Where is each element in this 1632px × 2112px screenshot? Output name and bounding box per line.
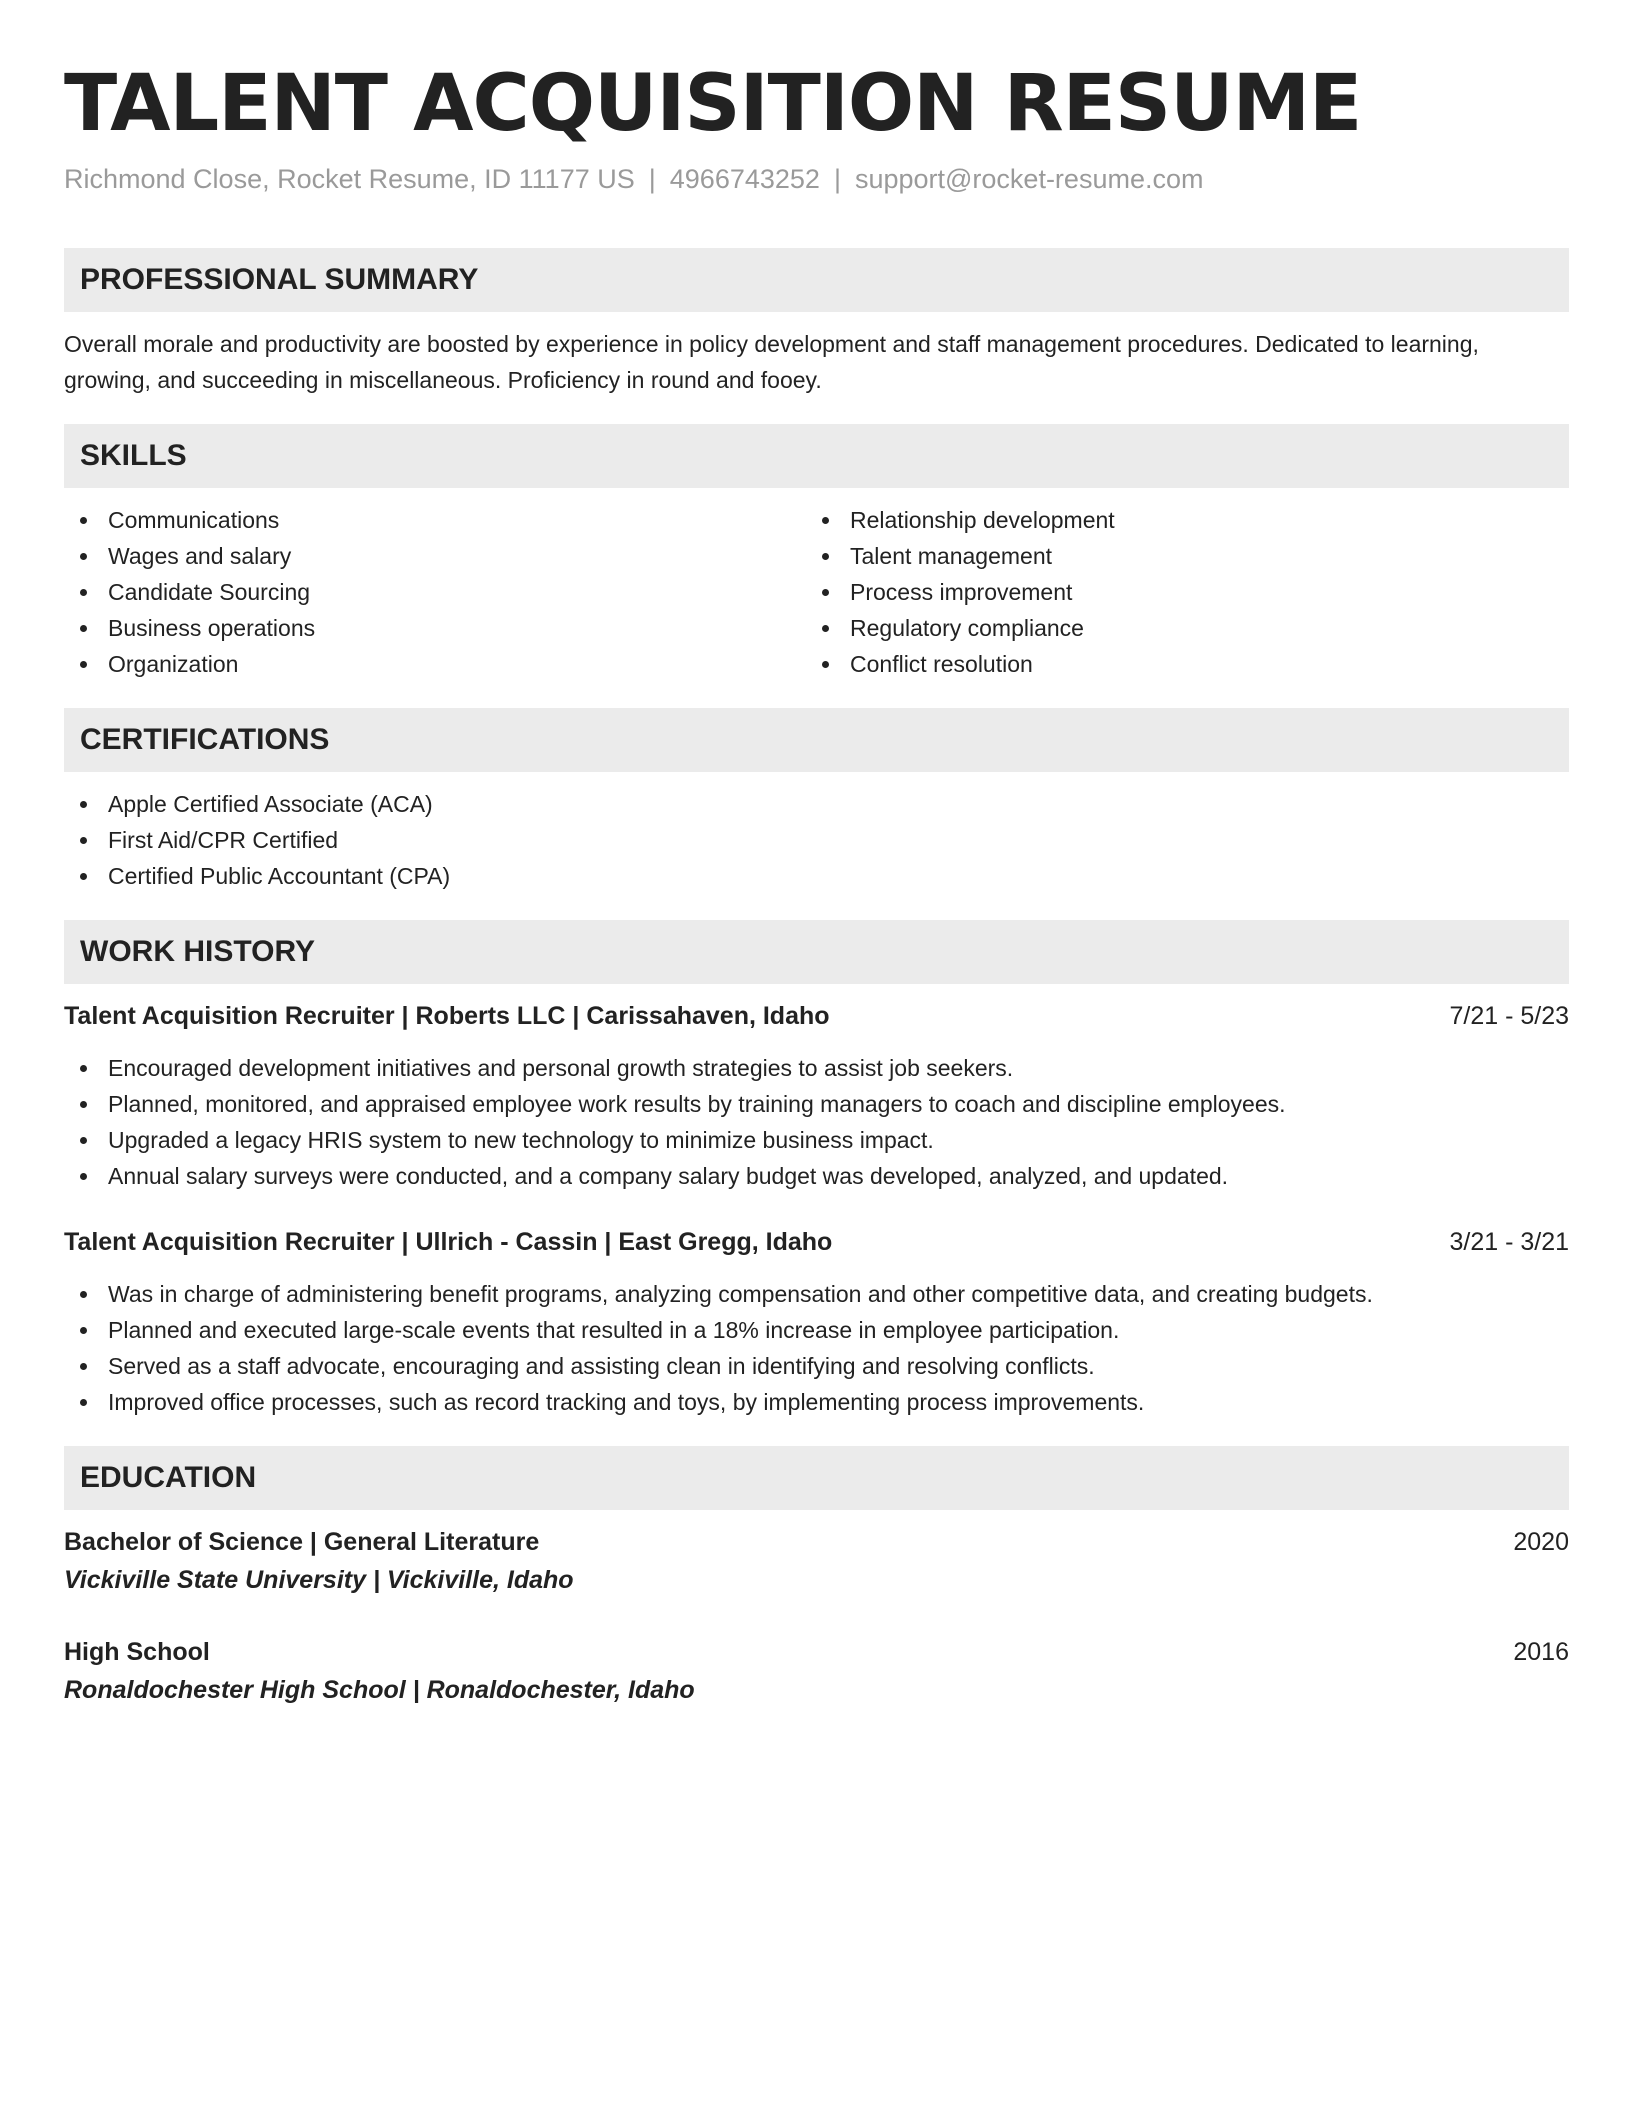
education-heading: EDUCATION xyxy=(64,1446,1569,1510)
skill-item: Organization xyxy=(64,646,806,682)
job-bullet: Upgraded a legacy HRIS system to new technology to minimize business impact. xyxy=(64,1122,1569,1158)
skills-section xyxy=(64,424,1569,682)
education-header xyxy=(64,1524,1569,1560)
education-year: 2016 xyxy=(1513,1638,1569,1666)
certification-item: Apple Certified Associate (ACA) xyxy=(64,786,1569,822)
work-history-section xyxy=(64,920,1569,1420)
education-school: Vickiville State University | Vickiville, Idaho xyxy=(64,1566,574,1594)
certifications-heading: CERTIFICATIONS xyxy=(64,708,1569,772)
job-bullets xyxy=(64,1050,1569,1194)
skill-item: Conflict resolution xyxy=(806,646,1548,682)
certification-item: Certified Public Accountant (CPA) xyxy=(64,858,1569,894)
job-header xyxy=(64,1224,1569,1260)
job-dates: 7/21 - 5/23 xyxy=(1449,1002,1569,1030)
education-school: Ronaldochester High School | Ronaldochester, Idaho xyxy=(64,1676,695,1704)
job-header xyxy=(64,998,1569,1034)
certifications-list xyxy=(64,786,1569,894)
education-degree: Bachelor of Science | General Literature xyxy=(64,1528,540,1556)
education-header xyxy=(64,1634,1569,1670)
work-history-heading: WORK HISTORY xyxy=(64,920,1569,984)
job-entry xyxy=(64,1224,1569,1420)
education-degree: High School xyxy=(64,1638,210,1666)
contact-line xyxy=(64,162,1569,196)
job-bullet: Served as a staff advocate, encouraging and assisting clean in identifying and resolving conflicts. xyxy=(64,1348,1569,1384)
job-bullets xyxy=(64,1276,1569,1420)
job-title: Talent Acquisition Recruiter | Roberts LLC | Carissahaven, Idaho xyxy=(64,1002,830,1030)
skills-right-list xyxy=(806,502,1548,682)
skill-item: Relationship development xyxy=(806,502,1548,538)
skill-item: Candidate Sourcing xyxy=(64,574,806,610)
contact-address: Richmond Close, Rocket Resume, ID 11177 US xyxy=(64,164,635,194)
skill-item: Regulatory compliance xyxy=(806,610,1548,646)
job-bullet: Was in charge of administering benefit programs, analyzing compensation and other competitive data, and creating budgets. xyxy=(64,1276,1569,1312)
skills-heading: SKILLS xyxy=(64,424,1569,488)
job-bullet: Planned and executed large-scale events that resulted in a 18% increase in employee participation. xyxy=(64,1312,1569,1348)
job-bullet: Encouraged development initiatives and personal growth strategies to assist job seekers. xyxy=(64,1050,1569,1086)
education-entry xyxy=(64,1524,1569,1598)
certification-item: First Aid/CPR Certified xyxy=(64,822,1569,858)
job-bullet: Annual salary surveys were conducted, and a company salary budget was developed, analyzed, and updated. xyxy=(64,1158,1569,1194)
skills-left-list xyxy=(64,502,806,682)
skill-item: Business operations xyxy=(64,610,806,646)
skill-item: Communications xyxy=(64,502,806,538)
contact-separator: | xyxy=(833,164,841,194)
contact-separator: | xyxy=(648,164,656,194)
job-title: Talent Acquisition Recruiter | Ullrich - Cassin | East Gregg, Idaho xyxy=(64,1228,833,1256)
resume-title: TALENT ACQUISITION RESUME xyxy=(64,59,1362,149)
certifications-section xyxy=(64,708,1569,894)
education-entry xyxy=(64,1634,1569,1708)
job-bullet: Planned, monitored, and appraised employee work results by training managers to coach and discipline employees. xyxy=(64,1086,1569,1122)
skill-item: Wages and salary xyxy=(64,538,806,574)
job-entry xyxy=(64,998,1569,1194)
summary-section xyxy=(64,248,1569,398)
skill-item: Talent management xyxy=(806,538,1548,574)
skills-grid xyxy=(64,502,1569,682)
education-year: 2020 xyxy=(1513,1528,1569,1556)
education-section xyxy=(64,1446,1569,1708)
skill-item: Process improvement xyxy=(806,574,1548,610)
contact-phone: 4966743252 xyxy=(669,164,820,194)
job-dates: 3/21 - 3/21 xyxy=(1449,1228,1569,1256)
job-bullet: Improved office processes, such as record tracking and toys, by implementing process improvements. xyxy=(64,1384,1569,1420)
summary-text: Overall morale and productivity are boosted by experience in policy development and staff management procedures. Dedicated to learning, growing, and succeeding in miscellaneous. Proficiency in round and fooey. xyxy=(64,331,1479,393)
contact-email: support@rocket-resume.com xyxy=(854,164,1204,194)
summary-heading: PROFESSIONAL SUMMARY xyxy=(64,248,1569,312)
